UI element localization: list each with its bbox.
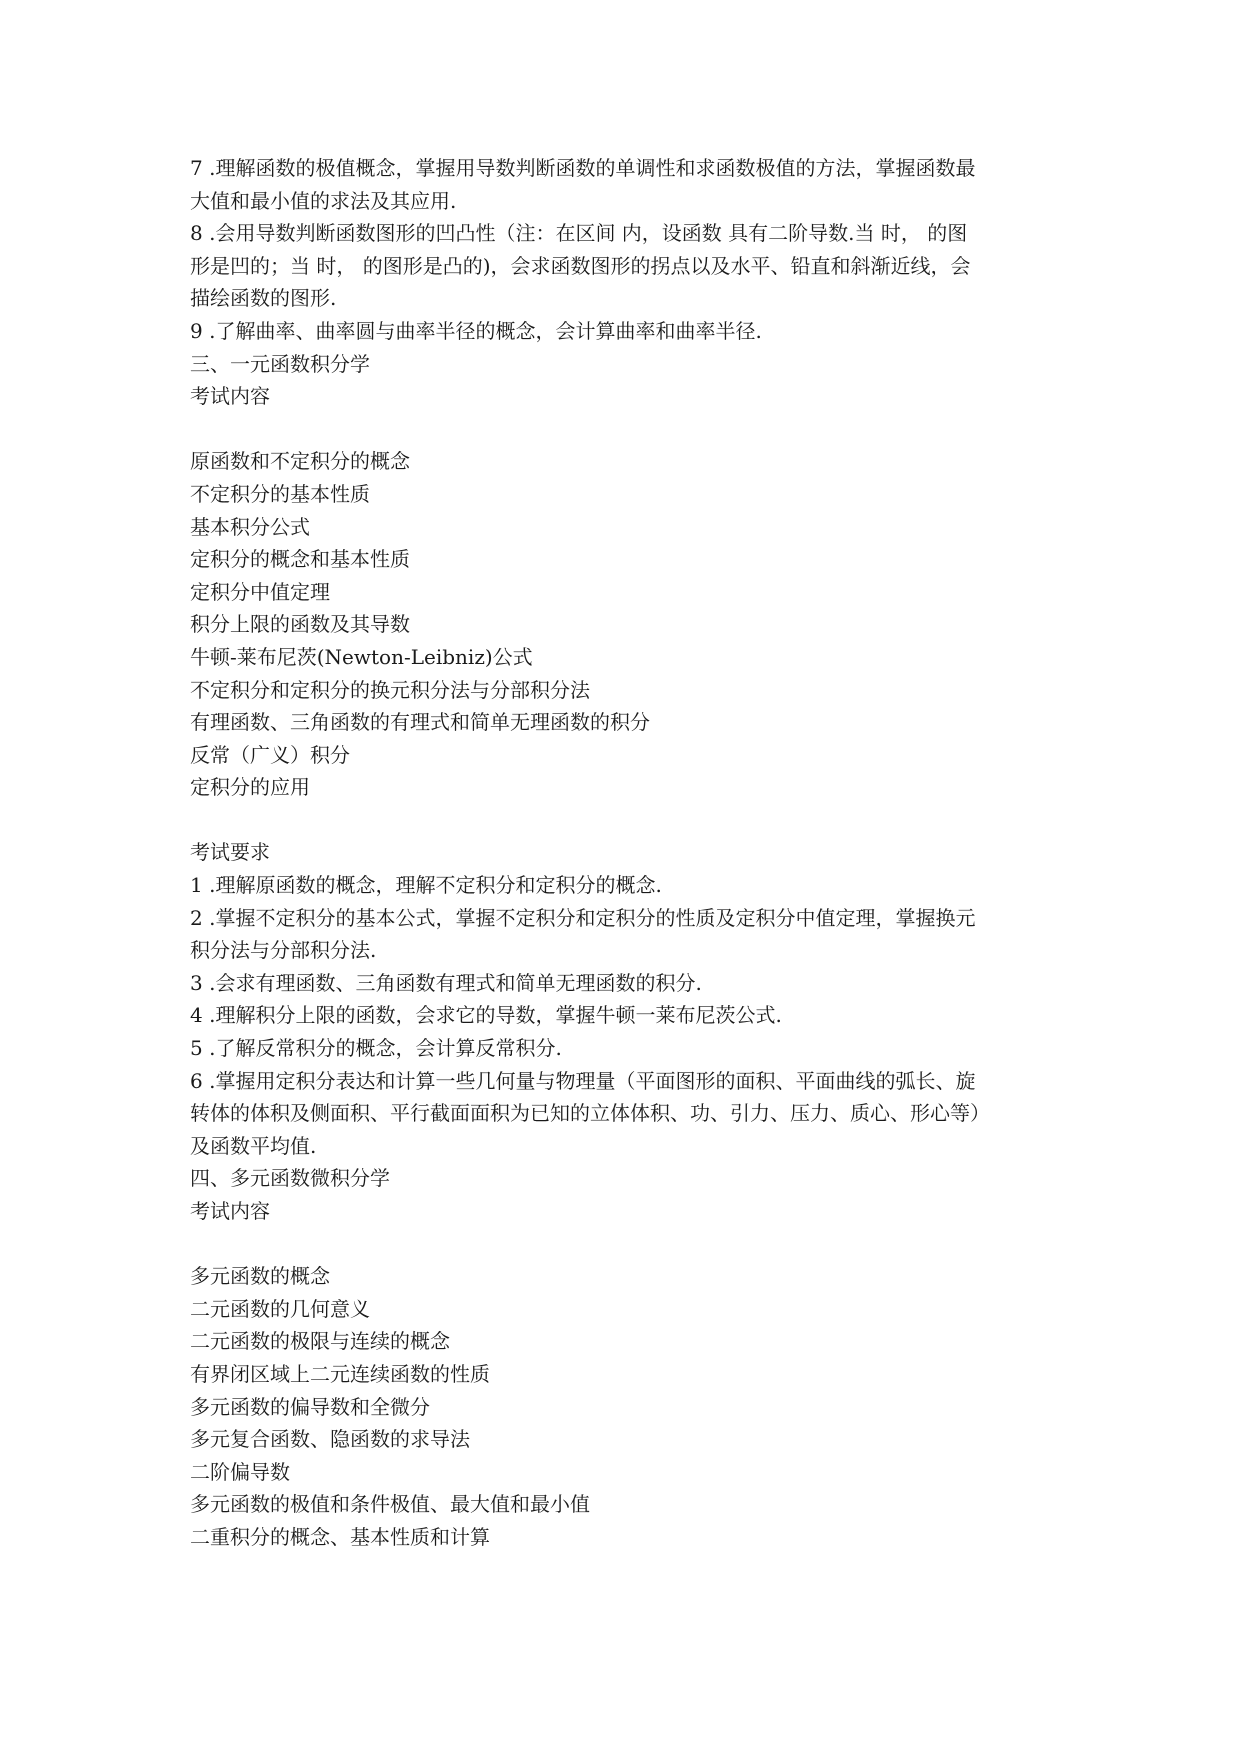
text-line: 积分法与分部积分法. [190, 938, 377, 963]
text-line: 定积分的概念和基本性质 [190, 547, 410, 572]
text-line: 多元函数的极值和条件极值、最大值和最小值 [190, 1492, 590, 1517]
text-line: 4 .理解积分上限的函数，会求它的导数，掌握牛顿一莱布尼茨公式. [190, 1003, 782, 1028]
text-line: 考试内容 [190, 1199, 270, 1223]
text-line: 5 .了解反常积分的概念，会计算反常积分. [190, 1036, 562, 1061]
text-line: 二重积分的概念、基本性质和计算 [190, 1524, 490, 1549]
text-line: 考试内容 [190, 384, 270, 409]
text-line: 转体的体积及侧面积、平行截面面积为已知的立体体积、功、引力、压力、质心、形心等） [190, 1101, 990, 1126]
text-line: 多元函数的偏导数和全微分 [190, 1394, 430, 1419]
text-line: 描绘函数的图形. [190, 286, 337, 311]
text-line: 不定积分的基本性质 [190, 481, 370, 506]
text-line: 7 .理解函数的极值概念，掌握用导数判断函数的单调性和求函数极值的方法，掌握函数最 [190, 156, 976, 180]
blank-line [190, 804, 1060, 837]
text-line: 9 .了解曲率、曲率圆与曲率半径的概念，会计算曲率和曲率半径. [190, 318, 762, 343]
text-line: 有界闭区域上二元连续函数的性质 [190, 1361, 490, 1386]
text-line: 3 .会求有理函数、三角函数有理式和简单无理函数的积分. [190, 970, 702, 995]
text-line: 考试要求 [190, 840, 270, 865]
text-line: 反常（广义）积分 [190, 742, 350, 767]
text-line: 大值和最小值的求法及其应用. [190, 188, 457, 213]
text-line: 有理函数、三角函数的有理式和简单无理函数的积分 [190, 710, 650, 735]
blank-line [190, 413, 1060, 446]
text-line: 定积分的应用 [190, 775, 310, 800]
text-line: 1 .理解原函数的概念，理解不定积分和定积分的概念. [190, 873, 662, 898]
text-line: 四、多元函数微积分学 [190, 1166, 390, 1191]
document-body [190, 152, 1060, 1554]
text-line: 及函数平均值. [190, 1133, 317, 1158]
text-line: 三、一元函数积分学 [190, 351, 370, 376]
text-line: 二元函数的极限与连续的概念 [190, 1329, 450, 1354]
text-line: 8 .会用导数判断函数图形的凹凸性（注：在区间 内，设函数 具有二阶导数.当 时， 的图 [190, 221, 968, 246]
text-line: 形是凹的；当 时， 的图形是凸的)，会求函数图形的拐点以及水平、铅直和斜渐近线，会 [190, 253, 971, 278]
text-line: 牛顿-莱布尼茨(Newton-Leibniz)公式 [190, 644, 533, 669]
text-line: 不定积分和定积分的换元积分法与分部积分法 [190, 677, 590, 702]
text-line: 多元复合函数、隐函数的求导法 [190, 1427, 470, 1452]
blank-line [190, 1228, 1060, 1261]
text-line: 积分上限的函数及其导数 [190, 612, 410, 637]
text-line: 多元函数的概念 [190, 1264, 330, 1289]
text-line: 二阶偏导数 [190, 1459, 290, 1484]
text-line: 二元函数的几何意义 [190, 1296, 370, 1321]
text-line: 定积分中值定理 [190, 579, 330, 604]
text-line: 原函数和不定积分的概念 [190, 449, 410, 474]
text-line: 6 .掌握用定积分表达和计算一些几何量与物理量（平面图形的面积、平面曲线的弧长、旋 [190, 1068, 976, 1093]
text-line: 基本积分公式 [190, 514, 310, 539]
text-line: 2 .掌握不定积分的基本公式，掌握不定积分和定积分的性质及定积分中值定理，掌握换元 [190, 905, 976, 930]
